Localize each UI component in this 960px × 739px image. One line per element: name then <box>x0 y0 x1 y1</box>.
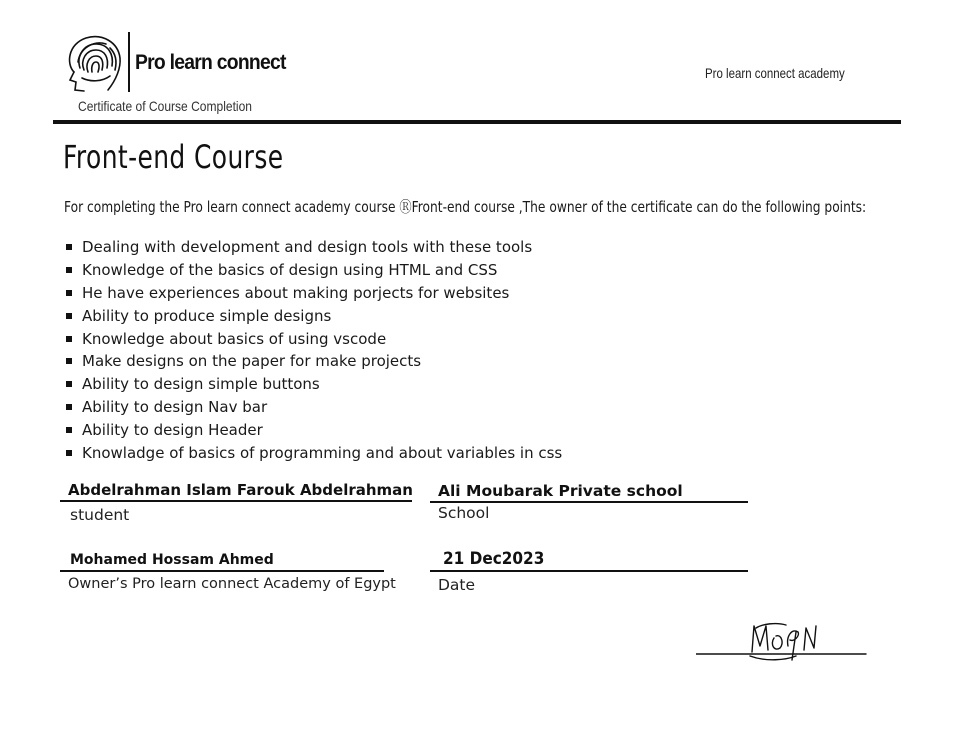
owner-rule <box>60 570 384 572</box>
list-item <box>64 418 562 441</box>
list-item-text: Knowladge of basics of programming and about variables in css <box>82 443 563 462</box>
list-item <box>64 396 562 419</box>
school-rule <box>430 501 748 503</box>
list-item-text: Dealing with development and design tools with these tools <box>82 238 533 257</box>
list-item <box>64 236 562 259</box>
list-item-text: Ability to produce simple designs <box>82 306 332 325</box>
list-item-text: Ability to design simple buttons <box>82 375 320 394</box>
handwritten-signature <box>696 616 868 666</box>
bullet-icon <box>66 336 72 342</box>
list-item-text: Knowledge about basics of using vscode <box>82 329 387 348</box>
fingerprint-head-icon <box>60 28 132 100</box>
bullet-icon <box>66 313 72 319</box>
bullet-icon <box>66 404 72 410</box>
list-item-text: Ability to design Header <box>82 420 263 439</box>
student-name: Abdelrahman Islam Farouk Abdelrahman <box>68 481 413 499</box>
list-item <box>64 304 562 327</box>
bullet-icon <box>66 244 72 250</box>
header-divider <box>53 120 901 124</box>
date-rule <box>430 570 748 572</box>
list-item-text: Ability to design Nav bar <box>82 397 268 416</box>
list-item <box>64 441 562 464</box>
list-item <box>64 373 562 396</box>
student-rule <box>60 500 412 502</box>
school-label: School <box>438 504 490 522</box>
date-label: Date <box>438 576 476 594</box>
list-item-text: Make designs on the paper for make projects <box>82 352 422 371</box>
school-name: Ali Moubarak Private school <box>438 482 683 500</box>
owner-name: Mohamed Hossam Ahmed <box>70 552 274 568</box>
list-item <box>64 327 562 350</box>
certificate-type: Certificate of Course Completion <box>78 98 252 114</box>
skills-list <box>64 236 562 464</box>
course-title: Front-end Course <box>63 138 284 176</box>
academy-name: Pro learn connect academy <box>705 65 845 81</box>
list-item <box>64 350 562 373</box>
bullet-icon <box>66 450 72 456</box>
list-item <box>64 282 562 305</box>
bullet-icon <box>66 381 72 387</box>
bullet-icon <box>66 267 72 273</box>
brand-name: Pro learn connect <box>135 51 286 74</box>
owner-label: Owner’s Pro learn connect Academy of Egypt <box>68 576 396 592</box>
bullet-icon <box>66 290 72 296</box>
bullet-icon <box>66 358 72 364</box>
logo-divider <box>128 32 130 92</box>
bullet-icon <box>66 427 72 433</box>
list-item <box>64 259 562 282</box>
date-value: 21 Dec2023 <box>443 549 545 569</box>
list-item-text: He have experiences about making porjects for websites <box>82 283 510 302</box>
course-intro: For completing the Pro learn connect academy course ⓇFront-end course ,The owner of the certificate can do the following points: <box>64 198 867 216</box>
list-item-text: Knowledge of the basics of design using HTML and CSS <box>82 261 498 280</box>
student-label: student <box>70 506 130 524</box>
